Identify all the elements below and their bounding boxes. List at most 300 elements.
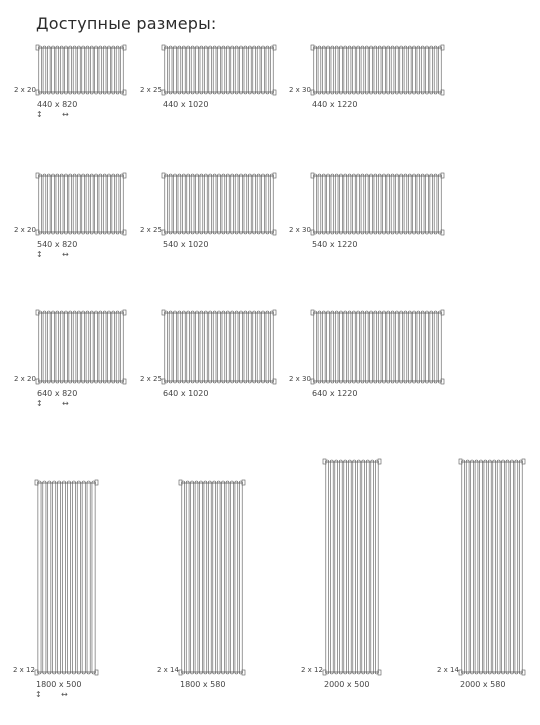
radiator-section	[434, 174, 437, 234]
radiator-section	[335, 460, 338, 674]
radiator-section	[488, 460, 491, 674]
sections-label: 2 x 30	[289, 226, 311, 234]
radiator-section	[222, 311, 225, 383]
radiator-section	[270, 46, 273, 94]
radiator-section	[169, 174, 172, 234]
radiator-section	[515, 460, 518, 674]
radiator-section	[112, 174, 115, 234]
size-label: 640 x 1020	[163, 389, 209, 398]
radiator-section	[318, 46, 321, 94]
radiator-section	[506, 460, 509, 674]
radiator-section	[375, 460, 378, 674]
radiator-section	[77, 311, 80, 383]
radiator-section	[462, 460, 465, 674]
radiator-section	[352, 46, 355, 94]
radiator-section	[374, 311, 377, 383]
radiator-section	[335, 46, 338, 94]
radiator-section	[187, 46, 190, 94]
radiator-section	[502, 460, 505, 674]
radiator-section	[191, 174, 194, 234]
radiator-section	[421, 174, 424, 234]
radiator-section	[73, 311, 76, 383]
radiator-section	[108, 311, 111, 383]
radiator-section	[344, 174, 347, 234]
radiator-section	[391, 174, 394, 234]
radiator-section	[348, 460, 351, 674]
radiator-section	[253, 311, 256, 383]
radiator-section	[82, 311, 85, 383]
radiator-section	[82, 174, 85, 234]
radiator-section	[95, 174, 98, 234]
radiator-section	[178, 46, 181, 94]
radiator-section	[395, 311, 398, 383]
size-label: 440 x 1220	[312, 100, 358, 109]
radiator-section	[314, 174, 317, 234]
radiator-section	[182, 311, 185, 383]
radiator-section	[417, 174, 420, 234]
radiator-section	[43, 311, 46, 383]
size-label: 440 x 820	[37, 100, 78, 109]
radiator-section	[331, 174, 334, 234]
size-label: 2000 x 580	[460, 680, 506, 689]
radiator-section	[370, 311, 373, 383]
radiator-section	[395, 46, 398, 94]
radiator-section	[39, 311, 42, 383]
radiator-section	[387, 46, 390, 94]
radiator-section	[262, 46, 265, 94]
sections-label: 2 x 14	[157, 666, 179, 674]
radiator-section	[383, 311, 386, 383]
radiator-section	[60, 46, 63, 94]
radiator-section	[187, 311, 190, 383]
vertical-arrow-icon: ↕	[36, 110, 43, 119]
radiator-section	[200, 46, 203, 94]
radiator-section	[204, 46, 207, 94]
radiator-section	[67, 481, 70, 674]
radiator-section	[43, 174, 46, 234]
radiator-section	[73, 174, 76, 234]
radiator-section	[95, 311, 98, 383]
radiator-section	[112, 46, 115, 94]
radiator-section	[353, 460, 356, 674]
radiator-section	[191, 311, 194, 383]
radiator-section	[391, 46, 394, 94]
sections-label: 2 x 30	[289, 86, 311, 94]
radiator-section	[391, 311, 394, 383]
radiator-section	[235, 174, 238, 234]
radiator-section	[226, 481, 229, 674]
radiator-section	[266, 311, 269, 383]
radiator-section	[82, 46, 85, 94]
radiator-section	[174, 46, 177, 94]
radiator-section	[361, 46, 364, 94]
radiator-section	[39, 174, 42, 234]
radiator-section	[92, 481, 95, 674]
radiator-section	[231, 481, 234, 674]
size-label: 440 x 1020	[163, 100, 209, 109]
radiator-section	[120, 174, 123, 234]
radiator-section	[511, 460, 514, 674]
size-label: 640 x 1220	[312, 389, 358, 398]
radiator-section	[56, 174, 59, 234]
radiator-section	[209, 174, 212, 234]
radiator-section	[195, 481, 198, 674]
radiator-section	[257, 174, 260, 234]
radiator-section	[480, 460, 483, 674]
radiator-section	[248, 174, 251, 234]
radiator-section	[361, 174, 364, 234]
radiator-section	[413, 311, 416, 383]
radiator-section	[213, 174, 216, 234]
sections-label: 2 x 25	[140, 86, 162, 94]
radiator-section	[395, 174, 398, 234]
radiator-section	[366, 460, 369, 674]
horizontal-arrow-icon: ↔	[62, 110, 69, 119]
radiator-section	[471, 460, 474, 674]
radiator-section	[270, 311, 273, 383]
radiator-section	[426, 46, 429, 94]
radiator-section	[248, 311, 251, 383]
radiator-section	[165, 311, 168, 383]
radiator-section	[240, 311, 243, 383]
radiator-section	[208, 481, 211, 674]
radiator-section	[47, 46, 50, 94]
radiator-section	[417, 46, 420, 94]
radiator-section	[200, 481, 203, 674]
radiator-section	[438, 311, 441, 383]
radiator-section	[330, 460, 333, 674]
radiator-section	[191, 481, 194, 674]
radiator-section	[327, 174, 330, 234]
radiator-section	[327, 311, 330, 383]
radiator-section	[421, 46, 424, 94]
radiator-section	[438, 174, 441, 234]
radiator-section	[314, 46, 317, 94]
size-label: 1800 x 580	[180, 680, 226, 689]
radiator-section	[374, 46, 377, 94]
radiator-section	[174, 311, 177, 383]
radiator-section	[108, 174, 111, 234]
radiator-section	[244, 174, 247, 234]
radiator-section	[178, 311, 181, 383]
radiator-section	[344, 311, 347, 383]
radiator-section	[209, 46, 212, 94]
radiator-section	[348, 311, 351, 383]
radiator-section	[86, 46, 89, 94]
radiator-section	[365, 46, 368, 94]
radiator-section	[38, 481, 41, 674]
radiator-section	[82, 481, 85, 674]
radiator-section	[371, 460, 374, 674]
radiator-section	[116, 46, 119, 94]
radiator-section	[213, 46, 216, 94]
radiator-section	[56, 311, 59, 383]
radiator-section	[178, 174, 181, 234]
radiator-section	[426, 311, 429, 383]
radiator-section	[421, 311, 424, 383]
radiator-section	[352, 174, 355, 234]
radiator-section	[239, 481, 242, 674]
radiator-section	[116, 311, 119, 383]
radiator-section	[218, 46, 221, 94]
radiator-section	[340, 174, 343, 234]
radiator-section	[475, 460, 478, 674]
radiator-section	[365, 311, 368, 383]
page-title: Доступные размеры:	[36, 14, 217, 33]
radiator-section	[58, 481, 61, 674]
radiator-section	[352, 311, 355, 383]
radiator-section	[90, 174, 93, 234]
radiator-section	[72, 481, 75, 674]
radiator-section	[387, 311, 390, 383]
radiator-section	[65, 311, 68, 383]
radiator-section	[103, 311, 106, 383]
radiator-section	[87, 481, 90, 674]
radiator-section	[413, 174, 416, 234]
radiator-section	[430, 174, 433, 234]
vertical-arrow-icon: ↕	[36, 399, 43, 408]
horizontal-arrow-icon: ↔	[62, 399, 69, 408]
radiator-section	[191, 46, 194, 94]
radiator-section	[253, 174, 256, 234]
radiator-section	[408, 311, 411, 383]
radiator-section	[77, 174, 80, 234]
radiator-section	[331, 46, 334, 94]
radiator-section	[378, 46, 381, 94]
radiator-section	[182, 481, 185, 674]
radiator-section	[335, 174, 338, 234]
radiator-section	[253, 46, 256, 94]
radiator-section	[186, 481, 189, 674]
radiator-section	[327, 46, 330, 94]
radiator-section	[235, 311, 238, 383]
radiator-section	[47, 311, 50, 383]
radiator-section	[370, 46, 373, 94]
radiator-section	[413, 46, 416, 94]
radiator-section	[266, 46, 269, 94]
radiator-section	[60, 311, 63, 383]
radiator-section	[231, 46, 234, 94]
radiator-section	[182, 174, 185, 234]
radiator-section	[187, 174, 190, 234]
radiator-section	[430, 46, 433, 94]
size-label: 540 x 820	[37, 240, 78, 249]
radiator-section	[73, 46, 76, 94]
radiator-section	[231, 311, 234, 383]
radiator-section	[357, 460, 360, 674]
radiator-section	[318, 311, 321, 383]
radiator-section	[357, 46, 360, 94]
radiator-section	[519, 460, 522, 674]
radiator-section	[434, 311, 437, 383]
radiator-section	[361, 311, 364, 383]
radiator-section	[484, 460, 487, 674]
radiator-section	[340, 311, 343, 383]
radiator-section	[52, 311, 55, 383]
radiator-section	[344, 46, 347, 94]
radiator-section	[383, 46, 386, 94]
radiator-section	[196, 46, 199, 94]
radiator-section	[217, 481, 220, 674]
radiator-section	[466, 460, 469, 674]
radiator-section	[262, 174, 265, 234]
radiator-section	[235, 481, 238, 674]
radiator-section	[218, 311, 221, 383]
sections-label: 2 x 14	[437, 666, 459, 674]
radiator-section	[400, 311, 403, 383]
radiator-section	[314, 311, 317, 383]
sections-label: 2 x 12	[301, 666, 323, 674]
horizontal-arrow-icon: ↔	[62, 250, 69, 259]
radiator-section	[69, 311, 72, 383]
radiator-section	[348, 46, 351, 94]
radiator-section	[200, 174, 203, 234]
radiator-section	[60, 174, 63, 234]
radiator-section	[438, 46, 441, 94]
sections-label: 2 x 30	[289, 375, 311, 383]
radiator-section	[53, 481, 56, 674]
radiator-section	[226, 311, 229, 383]
radiator-section	[348, 174, 351, 234]
radiator-section	[400, 46, 403, 94]
radiator-section	[226, 174, 229, 234]
radiator-section	[378, 174, 381, 234]
size-label: 540 x 1220	[312, 240, 358, 249]
radiator-section	[120, 311, 123, 383]
radiator-section	[430, 311, 433, 383]
radiator-section	[244, 46, 247, 94]
sections-label: 2 x 20	[14, 375, 36, 383]
radiator-section	[120, 46, 123, 94]
radiator-section	[240, 46, 243, 94]
radiator-section	[383, 174, 386, 234]
radiator-section	[86, 174, 89, 234]
radiator-section	[77, 46, 80, 94]
radiator-section	[165, 174, 168, 234]
size-label: 1800 x 500	[36, 680, 82, 689]
radiator-section	[362, 460, 365, 674]
radiator-section	[417, 311, 420, 383]
size-label: 640 x 820	[37, 389, 78, 398]
radiator-section	[56, 46, 59, 94]
radiator-section	[226, 46, 229, 94]
radiator-section	[370, 174, 373, 234]
radiator-section	[169, 311, 172, 383]
radiator-section	[99, 311, 102, 383]
radiator-section	[322, 46, 325, 94]
sections-label: 2 x 25	[140, 226, 162, 234]
radiator-section	[69, 46, 72, 94]
radiator-section	[169, 46, 172, 94]
size-label: 540 x 1020	[163, 240, 209, 249]
radiator-section	[378, 311, 381, 383]
radiator-section	[335, 311, 338, 383]
radiator-section	[52, 46, 55, 94]
sections-label: 2 x 20	[14, 226, 36, 234]
radiator-section	[196, 311, 199, 383]
radiator-section	[103, 174, 106, 234]
radiator-section	[90, 311, 93, 383]
radiator-section	[65, 46, 68, 94]
radiator-section	[257, 311, 260, 383]
radiator-section	[48, 481, 51, 674]
radiator-section	[77, 481, 80, 674]
radiator-section	[222, 174, 225, 234]
radiator-section	[408, 46, 411, 94]
radiator-section	[357, 174, 360, 234]
radiator-section	[204, 481, 207, 674]
radiator-section	[196, 174, 199, 234]
sections-label: 2 x 25	[140, 375, 162, 383]
radiator-section	[365, 174, 368, 234]
radiator-section	[222, 481, 225, 674]
radiator-section	[95, 46, 98, 94]
radiator-section	[204, 311, 207, 383]
radiator-section	[43, 481, 46, 674]
radiator-section	[90, 46, 93, 94]
radiator-section	[116, 174, 119, 234]
radiator-section	[218, 174, 221, 234]
radiator-section	[65, 174, 68, 234]
radiator-section	[213, 311, 216, 383]
radiator-section	[99, 46, 102, 94]
radiator-section	[231, 174, 234, 234]
radiator-section	[357, 311, 360, 383]
radiator-section	[326, 460, 329, 674]
radiator-section	[200, 311, 203, 383]
radiator-section	[270, 174, 273, 234]
sections-label: 2 x 12	[13, 666, 35, 674]
radiator-section	[374, 174, 377, 234]
radiator-section	[322, 174, 325, 234]
radiator-section	[266, 174, 269, 234]
radiator-section	[339, 460, 342, 674]
radiator-section	[404, 311, 407, 383]
radiator-section	[235, 46, 238, 94]
radiator-section	[99, 174, 102, 234]
radiator-section	[497, 460, 500, 674]
radiator-section	[340, 46, 343, 94]
radiator-section	[257, 46, 260, 94]
radiator-section	[262, 311, 265, 383]
radiator-section	[434, 46, 437, 94]
radiator-section	[39, 46, 42, 94]
radiator-section	[62, 481, 65, 674]
radiator-section	[222, 46, 225, 94]
radiator-section	[108, 46, 111, 94]
radiator-section	[86, 311, 89, 383]
radiator-section	[408, 174, 411, 234]
radiator-section	[400, 174, 403, 234]
radiator-section	[112, 311, 115, 383]
radiator-section	[182, 46, 185, 94]
radiator-section	[344, 460, 347, 674]
radiator-section	[174, 174, 177, 234]
radiator-section	[103, 46, 106, 94]
radiator-section	[322, 311, 325, 383]
radiator-section	[69, 174, 72, 234]
radiator-section	[387, 174, 390, 234]
radiator-section	[331, 311, 334, 383]
radiator-section	[165, 46, 168, 94]
horizontal-arrow-icon: ↔	[61, 690, 68, 699]
radiator-section	[248, 46, 251, 94]
radiator-section	[493, 460, 496, 674]
vertical-arrow-icon: ↕	[35, 690, 42, 699]
radiator-section	[204, 174, 207, 234]
radiator-section	[240, 174, 243, 234]
radiator-section	[209, 311, 212, 383]
